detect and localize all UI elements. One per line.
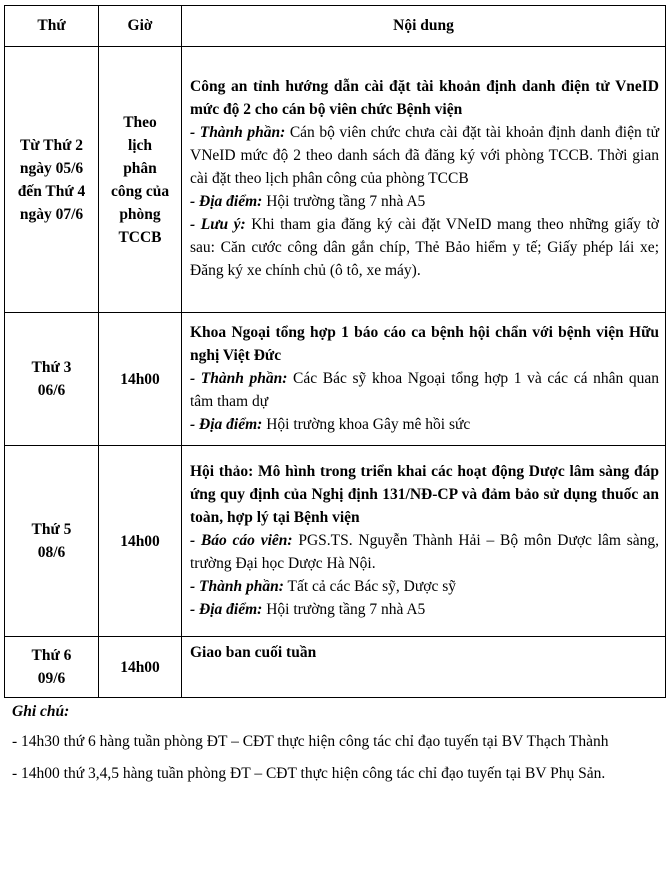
- time-line: lịch: [127, 136, 153, 154]
- detail-text: Hội trường tầng 7 nhà A5: [262, 600, 426, 618]
- content-cell: [182, 47, 666, 313]
- content-cell: [182, 637, 666, 698]
- detail-text: Các Bác sỹ khoa Ngoại tổng hợp 1 và các cá nhân quan tâm tham dự: [190, 369, 659, 410]
- day-line: ngày 07/6: [19, 205, 84, 223]
- time-cell: [99, 47, 182, 313]
- note-item: - 14h30 thứ 6 hàng tuần phòng ĐT – CĐT thực hiện công tác chỉ đạo tuyến tại BV Thạch Thành: [12, 733, 609, 750]
- event-title: Hội thảo: Mô hình trong triển khai các hoạt động Dược lâm sàng đáp ứng quy định của Nghị định 131/NĐ-CP và đảm bảo sử dụng thuốc an toàn, hợp lý tại Bệnh viện: [190, 462, 659, 526]
- time-line: Theo: [123, 113, 157, 131]
- event-detail: [190, 598, 659, 621]
- content-cell: [182, 446, 666, 637]
- day-line: 06/6: [37, 382, 66, 399]
- day-line: Từ Thứ 2: [19, 136, 84, 154]
- table-row: [5, 313, 666, 446]
- event-detail: [190, 575, 659, 598]
- detail-label: - Thành phần:: [190, 577, 284, 595]
- table-row: [5, 47, 666, 313]
- notes-heading: Ghi chú:: [12, 703, 70, 720]
- time-line: công của: [110, 182, 170, 200]
- header-day: Thứ: [5, 6, 99, 47]
- time-line: phòng: [119, 205, 161, 223]
- detail-label: - Địa điểm:: [190, 600, 263, 618]
- day-line: Thứ 3: [31, 359, 72, 376]
- day-line: đến Thứ 4: [17, 182, 86, 200]
- event-detail: [190, 367, 659, 413]
- header-content: Nội dung: [182, 6, 666, 47]
- detail-text: Hội trường khoa Gây mê hồi sức: [262, 415, 471, 433]
- table-row: [5, 637, 666, 698]
- event-title: Giao ban cuối tuần: [190, 644, 317, 661]
- event-title: Công an tỉnh hướng dẫn cài đặt tài khoản định danh điện tử VneID mức độ 2 cho cán bộ viên chức Bệnh viện: [190, 78, 659, 118]
- detail-label: - Báo cáo viên:: [190, 531, 293, 549]
- event-detail: [190, 190, 659, 213]
- time-cell: 14h00: [99, 446, 182, 637]
- detail-label: - Lưu ý:: [190, 216, 246, 233]
- time-cell: 14h00: [99, 313, 182, 446]
- detail-text: PGS.TS. Nguyễn Thành Hải – Bộ môn Dược lâm sàng, trường Đại học Dược Hà Nội.: [190, 531, 660, 572]
- day-line: 09/6: [37, 670, 66, 687]
- content-cell: [182, 313, 666, 446]
- detail-text: Tất cả các Bác sỹ, Dược sỹ: [283, 577, 457, 595]
- table-row: [5, 446, 666, 637]
- day-cell: [5, 637, 99, 698]
- day-cell: [5, 446, 99, 637]
- schedule-table: [4, 5, 666, 698]
- detail-text: Cán bộ viên chức chưa cài đặt tài khoản định danh điện tử VNeID mức độ 2 theo danh sách đã đăng ký với phòng TCCB. Thời gian cài đặt theo lịch phân công của phòng TCCB: [190, 124, 659, 187]
- event-detail: [190, 413, 659, 436]
- table-header-row: [5, 6, 666, 47]
- event-detail: [190, 121, 659, 190]
- day-cell: [5, 47, 99, 313]
- day-cell: [5, 313, 99, 446]
- detail-text: Khi tham gia đăng ký cài đặt VNeID mang theo những giấy tờ sau: Căn cước công dân gắn chíp, Thẻ Bảo hiểm y tế; Giấy phép lái xe; Đăng ký xe chính chủ (ô tô, xe máy).: [190, 216, 659, 279]
- day-line: 08/6: [37, 544, 66, 561]
- event-detail: [190, 529, 659, 575]
- time-line: phân: [123, 159, 157, 177]
- note-item: - 14h00 thứ 3,4,5 hàng tuần phòng ĐT – CĐT thực hiện công tác chỉ đạo tuyến tại BV Phụ Sản.: [12, 765, 606, 782]
- day-line: Thứ 6: [31, 647, 72, 664]
- event-title: Khoa Ngoại tổng hợp 1 báo cáo ca bệnh hội chẩn với bệnh viện Hữu nghị Việt Đức: [190, 323, 659, 364]
- day-line: ngày 05/6: [19, 159, 84, 177]
- detail-label: - Địa điểm:: [190, 415, 263, 433]
- detail-label: - Địa điểm:: [190, 193, 263, 210]
- time-line: TCCB: [118, 228, 162, 246]
- header-time: Giờ: [99, 6, 182, 47]
- detail-label: - Thành phần:: [190, 124, 286, 141]
- event-detail: [190, 213, 659, 282]
- notes-section: [12, 700, 652, 794]
- detail-label: - Thành phần:: [190, 369, 288, 387]
- day-line: Thứ 5: [31, 521, 72, 538]
- time-cell: 14h00: [99, 637, 182, 698]
- detail-text: Hội trường tầng 7 nhà A5: [262, 193, 426, 210]
